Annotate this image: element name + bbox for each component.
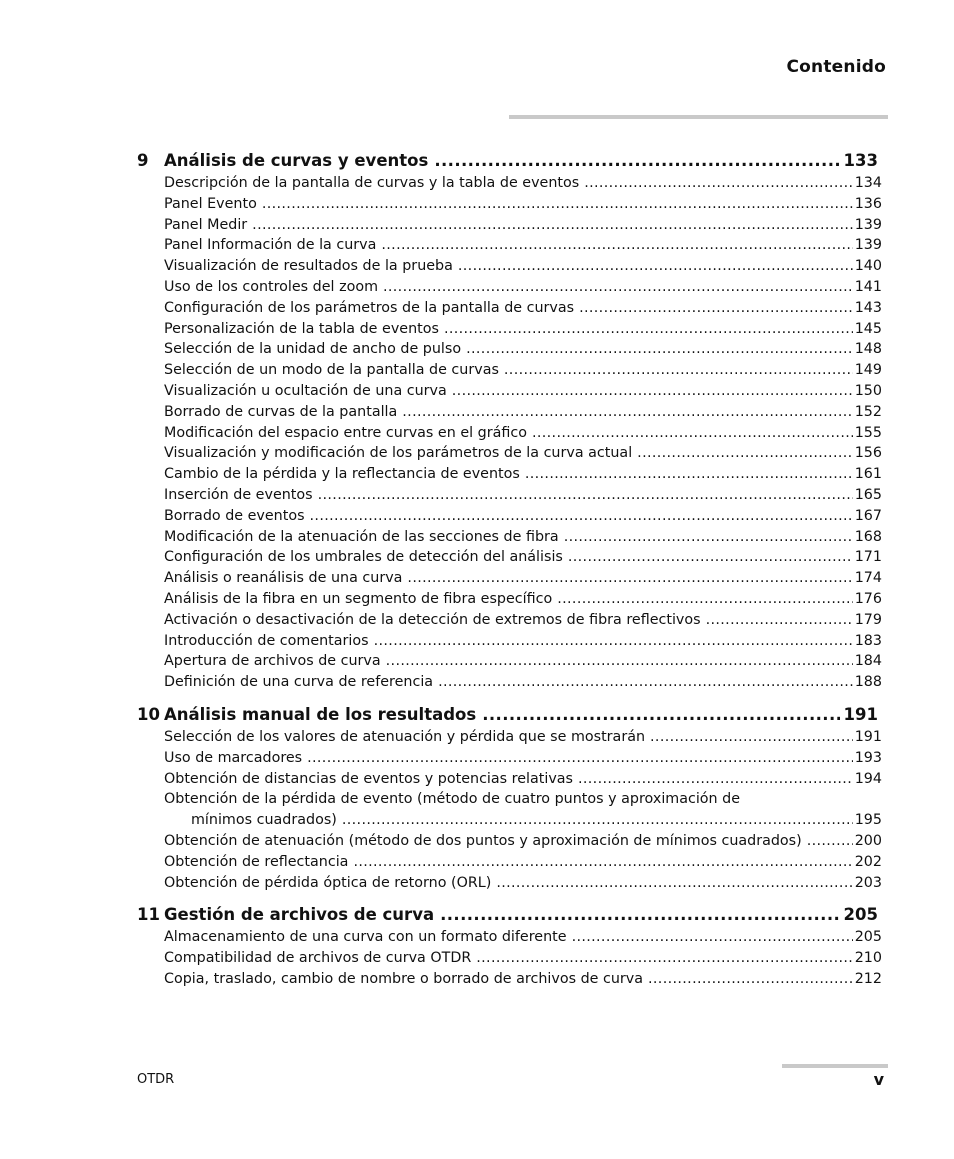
entry-title: Panel Medir [164, 216, 248, 233]
toc-entry[interactable] [164, 651, 882, 672]
dot-leader [572, 927, 853, 948]
entry-page-number: 205 [854, 929, 882, 946]
toc-entry[interactable] [164, 527, 882, 548]
toc-entry[interactable] [164, 948, 882, 969]
entry-title: Descripción de la pantalla de curvas y la tabla de eventos [164, 175, 580, 191]
entry-title: Personalización de la tabla de eventos [164, 320, 439, 337]
toc-entry[interactable] [164, 769, 882, 790]
entry-title: Uso de los controles del zoom [164, 278, 378, 295]
entry-page-number: 161 [854, 466, 882, 483]
chapter-title: Gestión de archivos de curva [164, 905, 435, 925]
entry-page-number: 134 [854, 175, 882, 191]
toc-entry[interactable] [164, 194, 882, 215]
dot-leader [568, 547, 853, 568]
toc-chapter [137, 702, 882, 893]
dot-leader [525, 464, 853, 485]
entry-page-number: 191 [854, 728, 882, 745]
entry-page-number: 141 [854, 278, 882, 295]
chapter-number: 11 [137, 905, 160, 925]
dot-leader [402, 402, 852, 423]
toc-entry[interactable] [164, 443, 882, 464]
dot-leader [579, 298, 853, 319]
entry-title: Selección de los valores de atenuación y pérdida que se mostrarán [164, 728, 646, 745]
entry-title: Configuración de los parámetros de la pantalla de curvas [164, 299, 575, 316]
page-header-title: Contenido [786, 57, 886, 77]
toc-entry[interactable] [164, 748, 882, 769]
dot-leader [452, 381, 853, 402]
dot-leader [648, 969, 853, 990]
entry-page-number: 140 [854, 258, 882, 275]
entry-title: Definición de una curva de referencia [164, 674, 434, 691]
entry-page-number: 171 [854, 549, 882, 566]
dot-leader [584, 173, 853, 194]
toc-entry[interactable] [164, 256, 882, 277]
entry-page-number: 136 [854, 195, 882, 212]
entry-title-continued: mínimos cuadrados) [191, 812, 337, 829]
toc-entry[interactable] [164, 423, 882, 444]
entry-page-number: 152 [854, 403, 882, 420]
toc-entry[interactable] [164, 672, 882, 693]
entry-page-number: 155 [854, 424, 882, 441]
toc-entry[interactable] [164, 547, 882, 568]
entry-title: Obtención de reflectancia [164, 853, 349, 870]
entry-page-number: 139 [854, 237, 882, 254]
dot-leader [637, 443, 853, 464]
dot-leader [342, 810, 853, 831]
dot-leader [383, 277, 853, 298]
entry-title: Activación o desactivación de la detección de extremos de fibra reflectivos [164, 611, 701, 628]
entry-title: Inserción de eventos [164, 486, 313, 503]
toc-entry[interactable] [164, 506, 882, 527]
toc-entry-list [137, 173, 882, 693]
entry-page-number: 212 [854, 970, 882, 987]
chapter-page-number: 133 [843, 151, 878, 170]
dot-leader [318, 485, 853, 506]
chapter-title: Análisis manual de los resultados [164, 704, 477, 724]
entry-title: Modificación del espacio entre curvas en el gráfico [164, 424, 527, 441]
dot-leader [458, 256, 853, 277]
toc-chapter-heading[interactable] [137, 148, 882, 173]
entry-page-number: 145 [854, 320, 882, 337]
header-rule [509, 115, 888, 119]
toc-entry[interactable] [164, 485, 882, 506]
dot-leader [374, 631, 853, 652]
entry-title: Borrado de curvas de la pantalla [164, 403, 398, 420]
dot-leader [564, 527, 853, 548]
toc-chapter-heading[interactable] [137, 902, 882, 927]
toc-entry[interactable] [164, 464, 882, 485]
toc-entry[interactable] [164, 568, 882, 589]
toc-entry[interactable] [164, 631, 882, 652]
toc-entry[interactable] [164, 402, 882, 423]
entry-title: Visualización u ocultación de una curva [164, 382, 447, 399]
dot-leader [386, 651, 853, 672]
toc-entry[interactable] [164, 235, 882, 256]
dot-leader [466, 339, 853, 360]
entry-page-number: 165 [854, 486, 882, 503]
entry-page-number: 176 [854, 590, 882, 607]
footer-product-name: OTDR [137, 1072, 175, 1087]
entry-title: Cambio de la pérdida y la reflectancia de eventos [164, 466, 520, 483]
dot-leader [496, 873, 852, 894]
entry-title: Obtención de la pérdida de evento (método de cuatro puntos y aproximación de [164, 791, 741, 808]
toc-entry[interactable] [164, 319, 882, 340]
toc-entry[interactable] [164, 215, 882, 236]
entry-title: Obtención de atenuación (método de dos puntos y aproximación de mínimos cuadrados) [164, 832, 802, 849]
entry-page-number: 203 [854, 874, 882, 891]
entry-page-number: 139 [854, 216, 882, 233]
toc-entry[interactable] [164, 852, 882, 873]
dot-leader [504, 360, 853, 381]
dot-leader [252, 215, 853, 236]
footer-rule [782, 1064, 888, 1068]
entry-title: Selección de un modo de la pantalla de curvas [164, 362, 499, 379]
toc-entry-list [137, 927, 882, 989]
entry-title: Análisis de la fibra en un segmento de fibra específico [164, 590, 553, 607]
entry-page-number: 148 [854, 341, 882, 358]
toc-entry[interactable] [164, 873, 882, 894]
entry-title: Configuración de los umbrales de detección del análisis [164, 549, 563, 566]
toc-entry[interactable] [164, 831, 882, 852]
entry-title: Visualización de resultados de la prueba [164, 258, 453, 275]
dot-leader [482, 702, 839, 727]
entry-title: Selección de la unidad de ancho de pulso [164, 341, 462, 358]
entry-title: Panel Evento [164, 195, 257, 212]
toc-entry[interactable] [164, 339, 882, 360]
dot-leader [310, 506, 853, 527]
toc-entry[interactable] [164, 789, 882, 831]
dot-leader [476, 948, 852, 969]
entry-page-number: 194 [854, 770, 882, 787]
entry-page-number: 188 [854, 674, 882, 691]
entry-page-number: 183 [854, 632, 882, 649]
entry-page-number: 149 [854, 362, 882, 379]
dot-leader [353, 852, 852, 873]
dot-leader [807, 831, 853, 852]
dot-leader [532, 423, 853, 444]
toc-entry[interactable] [164, 173, 882, 194]
toc-entry[interactable] [164, 927, 882, 948]
toc-entry[interactable] [164, 298, 882, 319]
entry-title: Almacenamiento de una curva con un formato diferente [164, 929, 567, 946]
chapter-title: Análisis de curvas y eventos [164, 151, 429, 170]
dot-leader [381, 235, 852, 256]
entry-page-number: 184 [854, 653, 882, 670]
entry-title: Análisis o reanálisis de una curva [164, 570, 403, 587]
toc-entry[interactable] [164, 727, 882, 748]
toc-entry[interactable] [164, 610, 882, 631]
entry-title: Compatibilidad de archivos de curva OTDR [164, 950, 472, 967]
entry-title: Panel Información de la curva [164, 237, 377, 254]
dot-leader [706, 610, 853, 631]
entry-title: Introducción de comentarios [164, 632, 369, 649]
entry-title: Visualización y modificación de los parámetros de la curva actual [164, 445, 633, 462]
dot-leader [434, 148, 839, 173]
chapter-number: 9 [137, 151, 149, 170]
dot-leader [307, 748, 853, 769]
dot-leader [262, 194, 853, 215]
entry-page-number: 150 [854, 382, 882, 399]
chapter-number: 10 [137, 704, 160, 724]
dot-leader [407, 568, 852, 589]
chapter-page-number: 205 [843, 905, 878, 925]
toc-entry[interactable] [164, 969, 882, 990]
footer-page-number: v [873, 1070, 884, 1089]
toc-entry[interactable] [164, 360, 882, 381]
entry-page-number: 193 [854, 749, 882, 766]
entry-title: Uso de marcadores [164, 749, 303, 766]
dot-leader [650, 727, 853, 748]
toc-entry[interactable] [164, 277, 882, 298]
dot-leader [444, 319, 853, 340]
entry-page-number: 210 [854, 950, 882, 967]
entry-title: Obtención de distancias de eventos y potencias relativas [164, 770, 573, 787]
toc-entry-list [137, 727, 882, 893]
entry-page-number: 143 [854, 299, 882, 316]
entry-page-number: 156 [854, 445, 882, 462]
dot-leader [440, 902, 839, 927]
entry-page-number: 167 [854, 507, 882, 524]
entry-page-number: 174 [854, 570, 882, 587]
entry-page-number: 179 [854, 611, 882, 628]
toc-chapter [137, 148, 882, 693]
entry-title: Copia, traslado, cambio de nombre o borrado de archivos de curva [164, 970, 644, 987]
entry-title: Borrado de eventos [164, 507, 305, 524]
dot-leader [438, 672, 853, 693]
entry-page-number: 202 [854, 853, 882, 870]
entry-title: Modificación de la atenuación de las secciones de fibra [164, 528, 559, 545]
toc-chapter-heading[interactable] [137, 702, 882, 727]
entry-page-number: 168 [854, 528, 882, 545]
toc-entry[interactable] [164, 381, 882, 402]
entry-page-number: 200 [854, 832, 882, 849]
entry-title: Obtención de pérdida óptica de retorno (ORL) [164, 874, 492, 891]
entry-page-number: 195 [854, 812, 882, 829]
dot-leader [557, 589, 852, 610]
table-of-contents [137, 148, 882, 999]
entry-title: Apertura de archivos de curva [164, 653, 381, 670]
toc-chapter [137, 902, 882, 989]
dot-leader [578, 769, 853, 790]
chapter-page-number: 191 [843, 704, 878, 724]
toc-entry[interactable] [164, 589, 882, 610]
